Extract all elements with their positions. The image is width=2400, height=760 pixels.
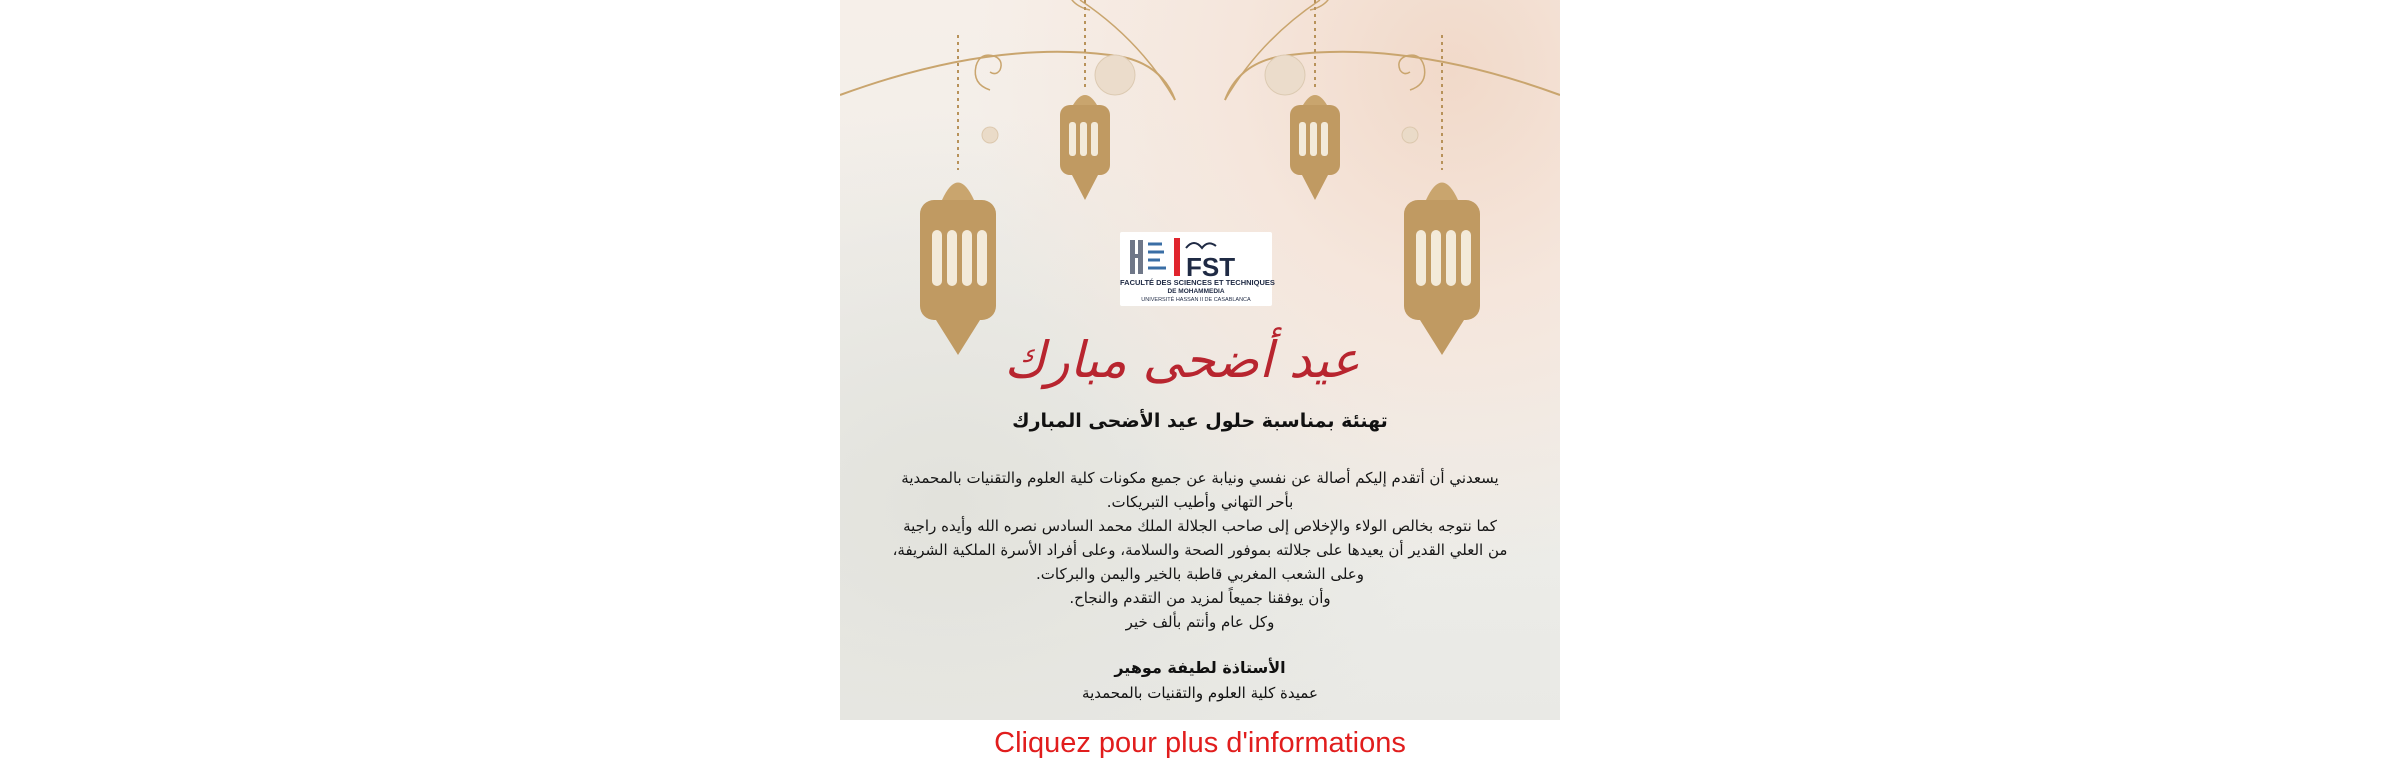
- body-line: كما نتوجه بخالص الولاء والإخلاص إلى صاحب الجلالة الملك محمد السادس نصره الله وأيده راجية: [903, 517, 1497, 535]
- body-line: وعلى الشعب المغربي قاطبة بالخير واليمن والبركات.: [1036, 565, 1364, 583]
- greeting-body: [870, 466, 1530, 634]
- more-info-link[interactable]: Cliquez pour plus d'informations: [994, 727, 1406, 759]
- body-line: وكل عام وأنتم بألف خير: [1125, 613, 1275, 631]
- logo-line-3: UNIVERSITÉ HASSAN II DE CASABLANCA: [1141, 297, 1251, 303]
- greeting-card: [840, 0, 1560, 720]
- lantern-left-large: [920, 35, 996, 355]
- svg-text:FST: FST: [1186, 252, 1236, 280]
- lantern-right-large: [1404, 35, 1480, 355]
- signer-title: عميدة كلية العلوم والتقنيات بالمحمدية: [1082, 684, 1318, 702]
- fst-logo: [1120, 232, 1275, 306]
- body-line: وأن يوفقنا جميعاً لمزيد من التقدم والنجاح.: [1069, 589, 1331, 607]
- fst-logo-mark: [1124, 234, 1268, 280]
- body-line: بأحر التهاني وأطيب التبريكات.: [1106, 493, 1294, 511]
- body-line: يسعدني أن أتقدم إليكم أصالة عن نفسي ونيابة عن جميع مكونات كلية العلوم والتقنيات بالمحمدية: [901, 469, 1499, 487]
- logo-line-1: FACULTÉ DES SCIENCES ET TECHNIQUES: [1120, 278, 1275, 287]
- body-line: من العلي القدير أن يعيدها على جلالته بموفور الصحة والسلامة، وعلى أفراد الأسرة الملكية الشريفة،: [892, 541, 1508, 559]
- signer-name: الأستاذة لطيفة موهير: [1114, 658, 1286, 677]
- greeting-heading: تهنئة بمناسبة حلول عيد الأضحى المبارك: [1012, 410, 1388, 432]
- eid-calligraphy: عيد أضحى مبارك: [1004, 331, 1360, 389]
- lantern-left-small: [1060, 0, 1110, 200]
- lantern-right-small: [1290, 0, 1340, 200]
- logo-line-2: DE MOHAMMEDIA: [1167, 288, 1225, 295]
